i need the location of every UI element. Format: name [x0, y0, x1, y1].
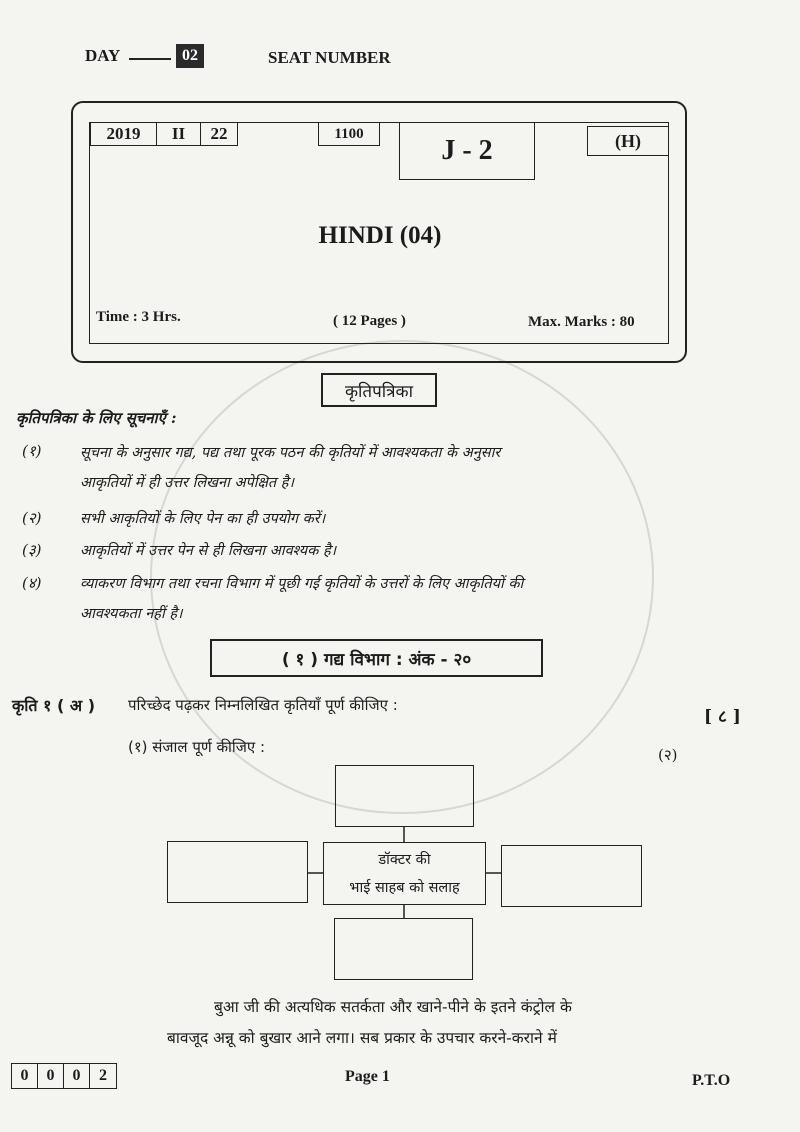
instruction-text: सभी आकृतियों के लिए पेन का ही उपयोग करें।	[80, 511, 326, 527]
booklet-digit: 0	[12, 1064, 38, 1088]
section1-title-box: ( १ ) गद्य विभाग : अंक - २०	[210, 639, 543, 677]
passage-line-1: बुआ जी की अत्यधिक सतर्कता और खाने-पीने के इतने कंट्रोल के	[214, 998, 572, 1016]
instruction-number: (४)	[22, 574, 42, 592]
instruction-number: (३)	[22, 541, 42, 559]
time-code-box: 1100	[318, 122, 380, 146]
section-title-box: कृतिपत्रिका	[321, 373, 437, 407]
subject-title: HINDI (04)	[318, 222, 442, 249]
max-marks: Max. Marks : 80	[528, 314, 635, 330]
paper-code-box: J - 2	[399, 122, 535, 180]
instructions-heading: कृतिपत्रिका के लिए सूचनाएँ :	[16, 409, 177, 427]
instruction-number: (१)	[22, 442, 42, 460]
exam-time: Time : 3 Hrs.	[96, 309, 181, 325]
center-line-2: भाई साहब को सलाह	[349, 880, 460, 896]
booklet-digit: 2	[99, 1067, 107, 1084]
day-value-badge: 02	[176, 44, 204, 68]
question-label: कृति १ ( अ )	[12, 696, 96, 715]
medium-box: (H)	[587, 126, 669, 156]
question-text: परिच्छेद पढ़कर निम्नलिखित कृतियाँ पूर्ण कीजिए :	[128, 696, 398, 714]
answer-box-bottom[interactable]	[334, 918, 473, 980]
booklet-digit: 0	[64, 1064, 90, 1088]
question-marks: [ ८ ]	[704, 707, 741, 727]
exam-year: 2019	[91, 123, 157, 145]
instruction-text: आकृतियों में उत्तर पेन से ही लिखना आवश्यक है।	[80, 543, 337, 559]
answer-box-right[interactable]	[501, 845, 642, 907]
web-center-box	[323, 842, 486, 905]
exam-month: II	[157, 123, 201, 145]
exam-date: 22	[210, 124, 228, 143]
sub-question-marks: (२)	[658, 746, 678, 764]
instruction-text: व्याकरण विभाग तथा रचना विभाग में पूछी गई कृतियों के उत्तरों के लिए आकृतियों की आवश्यकता नहीं है।	[80, 576, 524, 622]
instruction-text: सूचना के अनुसार गद्य, पद्य तथा पूरक पठन की कृतियों में आवश्यकता के अनुसार आकृतियों में ही उत्तर लिखना अपेक्षित है।	[80, 445, 501, 491]
answer-box-top[interactable]	[335, 765, 474, 827]
answer-box-left[interactable]	[167, 841, 308, 903]
instruction-number: (२)	[22, 509, 42, 527]
pto-label: P.T.O	[692, 1072, 731, 1089]
booklet-digit: 0	[38, 1064, 64, 1088]
page-number: Page 1	[345, 1068, 390, 1085]
center-line-1: डॉक्टर की	[378, 852, 431, 868]
page-count: ( 12 Pages )	[333, 313, 406, 329]
sub-question-label: (१) संजाल पूर्ण कीजिए :	[128, 738, 266, 756]
seat-number-label: SEAT NUMBER	[268, 48, 391, 67]
day-label: DAY	[85, 46, 121, 65]
passage-line-2: बावजूद अन्नू को बुखार आने लगा। सब प्रकार के उपचार करने-कराने में	[167, 1029, 557, 1047]
booklet-number-box	[11, 1063, 117, 1089]
